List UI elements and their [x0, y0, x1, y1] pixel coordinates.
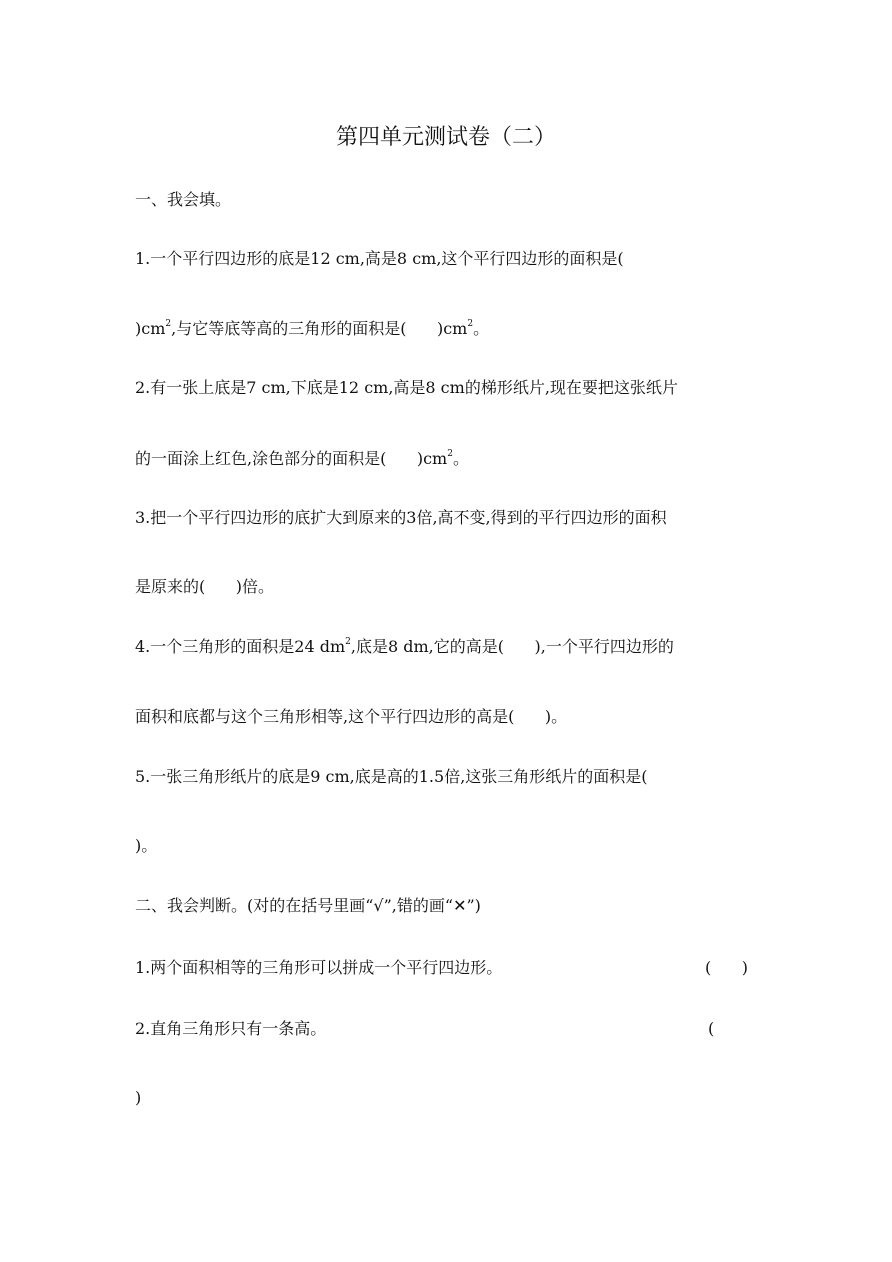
- judge-q1-answer-paren[interactable]: ( ): [705, 958, 748, 977]
- q2-line2-a: 的一面涂上红色,涂色部分的面积是( )cm: [135, 449, 448, 468]
- judge-q2-paren-open[interactable]: (: [708, 1019, 715, 1038]
- q1-line1: 1.一个平行四边形的底是12 cm,高是8 cm,这个平行四边形的面积是(: [135, 249, 624, 268]
- judge-q2-paren-close: ): [135, 1088, 142, 1107]
- q5-line1: 5.一张三角形纸片的底是9 cm,底是高的1.5倍,这张三角形纸片的面积是(: [135, 767, 648, 786]
- q1-line2-c: 。: [473, 319, 490, 338]
- q1-line2-b: ,与它等底等高的三角形的面积是( )cm: [171, 319, 468, 338]
- q2-line2-b: 。: [452, 449, 469, 468]
- q1-sup2: 2: [467, 319, 474, 329]
- judge-q1-text: 1.两个面积相等的三角形可以拼成一个平行四边形。: [135, 958, 503, 977]
- q3-line1: 3.把一个平行四边形的底扩大到原来的3倍,高不变,得到的平行四边形的面积: [135, 508, 667, 527]
- q2-line2: [135, 448, 469, 470]
- page-title: 第四单元测试卷（二）: [335, 125, 556, 150]
- q1-line2: [135, 318, 489, 340]
- judge-q2-text: 2.直角三角形只有一条高。: [135, 1019, 327, 1038]
- q4-line1: [135, 636, 674, 658]
- q1-line2-a: )cm: [135, 319, 166, 338]
- section2-heading: 二、我会判断。(对的在括号里画“√”,错的画“✕”): [135, 896, 481, 915]
- q2-sup: 2: [447, 449, 453, 459]
- q5-line2: )。: [135, 836, 158, 855]
- q3-line2: 是原来的( )倍。: [135, 577, 275, 596]
- q4-line1-b: ,底是8 dm,它的高是( ),一个平行四边形的: [350, 637, 674, 656]
- section1-heading: 一、我会填。: [135, 190, 232, 209]
- q1-sup1: 2: [165, 319, 172, 329]
- q4-line1-a: 4.一个三角形的面积是24 dm: [135, 637, 346, 656]
- q4-sup: 2: [345, 637, 351, 647]
- q2-line1: 2.有一张上底是7 cm,下底是12 cm,高是8 cm的梯形纸片,现在要把这张纸片: [135, 378, 678, 397]
- q4-line2: 面积和底都与这个三角形相等,这个平行四边形的高是( )。: [135, 707, 568, 726]
